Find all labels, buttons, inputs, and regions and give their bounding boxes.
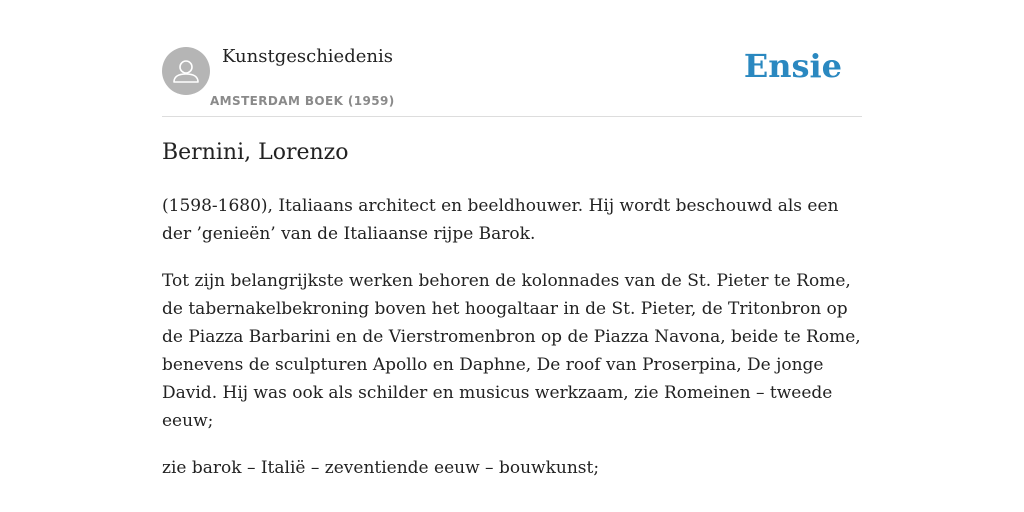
article-header: [162, 0, 862, 117]
article-paragraph: Tot zijn belangrijkste werken behoren de kolonnades van de St. Pieter te Rome, de tabernakelbekroning boven het hoogaltaar in de St. Pieter, de Tritonbron op de Piazza Barbarini en de Vierstromenbron op de Piazza Navona, beide te Rome, benevens de sculpturen Apollo en Daphne, De roof van Proserpina, De jonge David. Hij was ook als schilder en musicus werkzaam, zie Romeinen – tweede eeuw;: [162, 271, 861, 431]
category-label[interactable]: Kunstgeschiedenis: [222, 46, 393, 67]
article-paragraph: (1598-1680), Italiaans architect en beeldhouwer. Hij wordt beschouwd als een der ’genieën’ van de Italiaanse rijpe Barok.: [162, 196, 839, 244]
avatar[interactable]: [162, 47, 210, 95]
article-page: [162, 0, 862, 478]
user-silhouette-icon: [162, 47, 210, 95]
see-also-paragraph[interactable]: zie barok – Italië – zeventiende eeuw – bouwkunst;: [162, 458, 600, 478]
page-title: Bernini, Lorenzo: [162, 140, 349, 165]
source-label: AMSTERDAM BOEK (1959): [210, 94, 395, 108]
article-body: [162, 192, 862, 501]
ensie-logo[interactable]: Ensie: [743, 47, 842, 85]
